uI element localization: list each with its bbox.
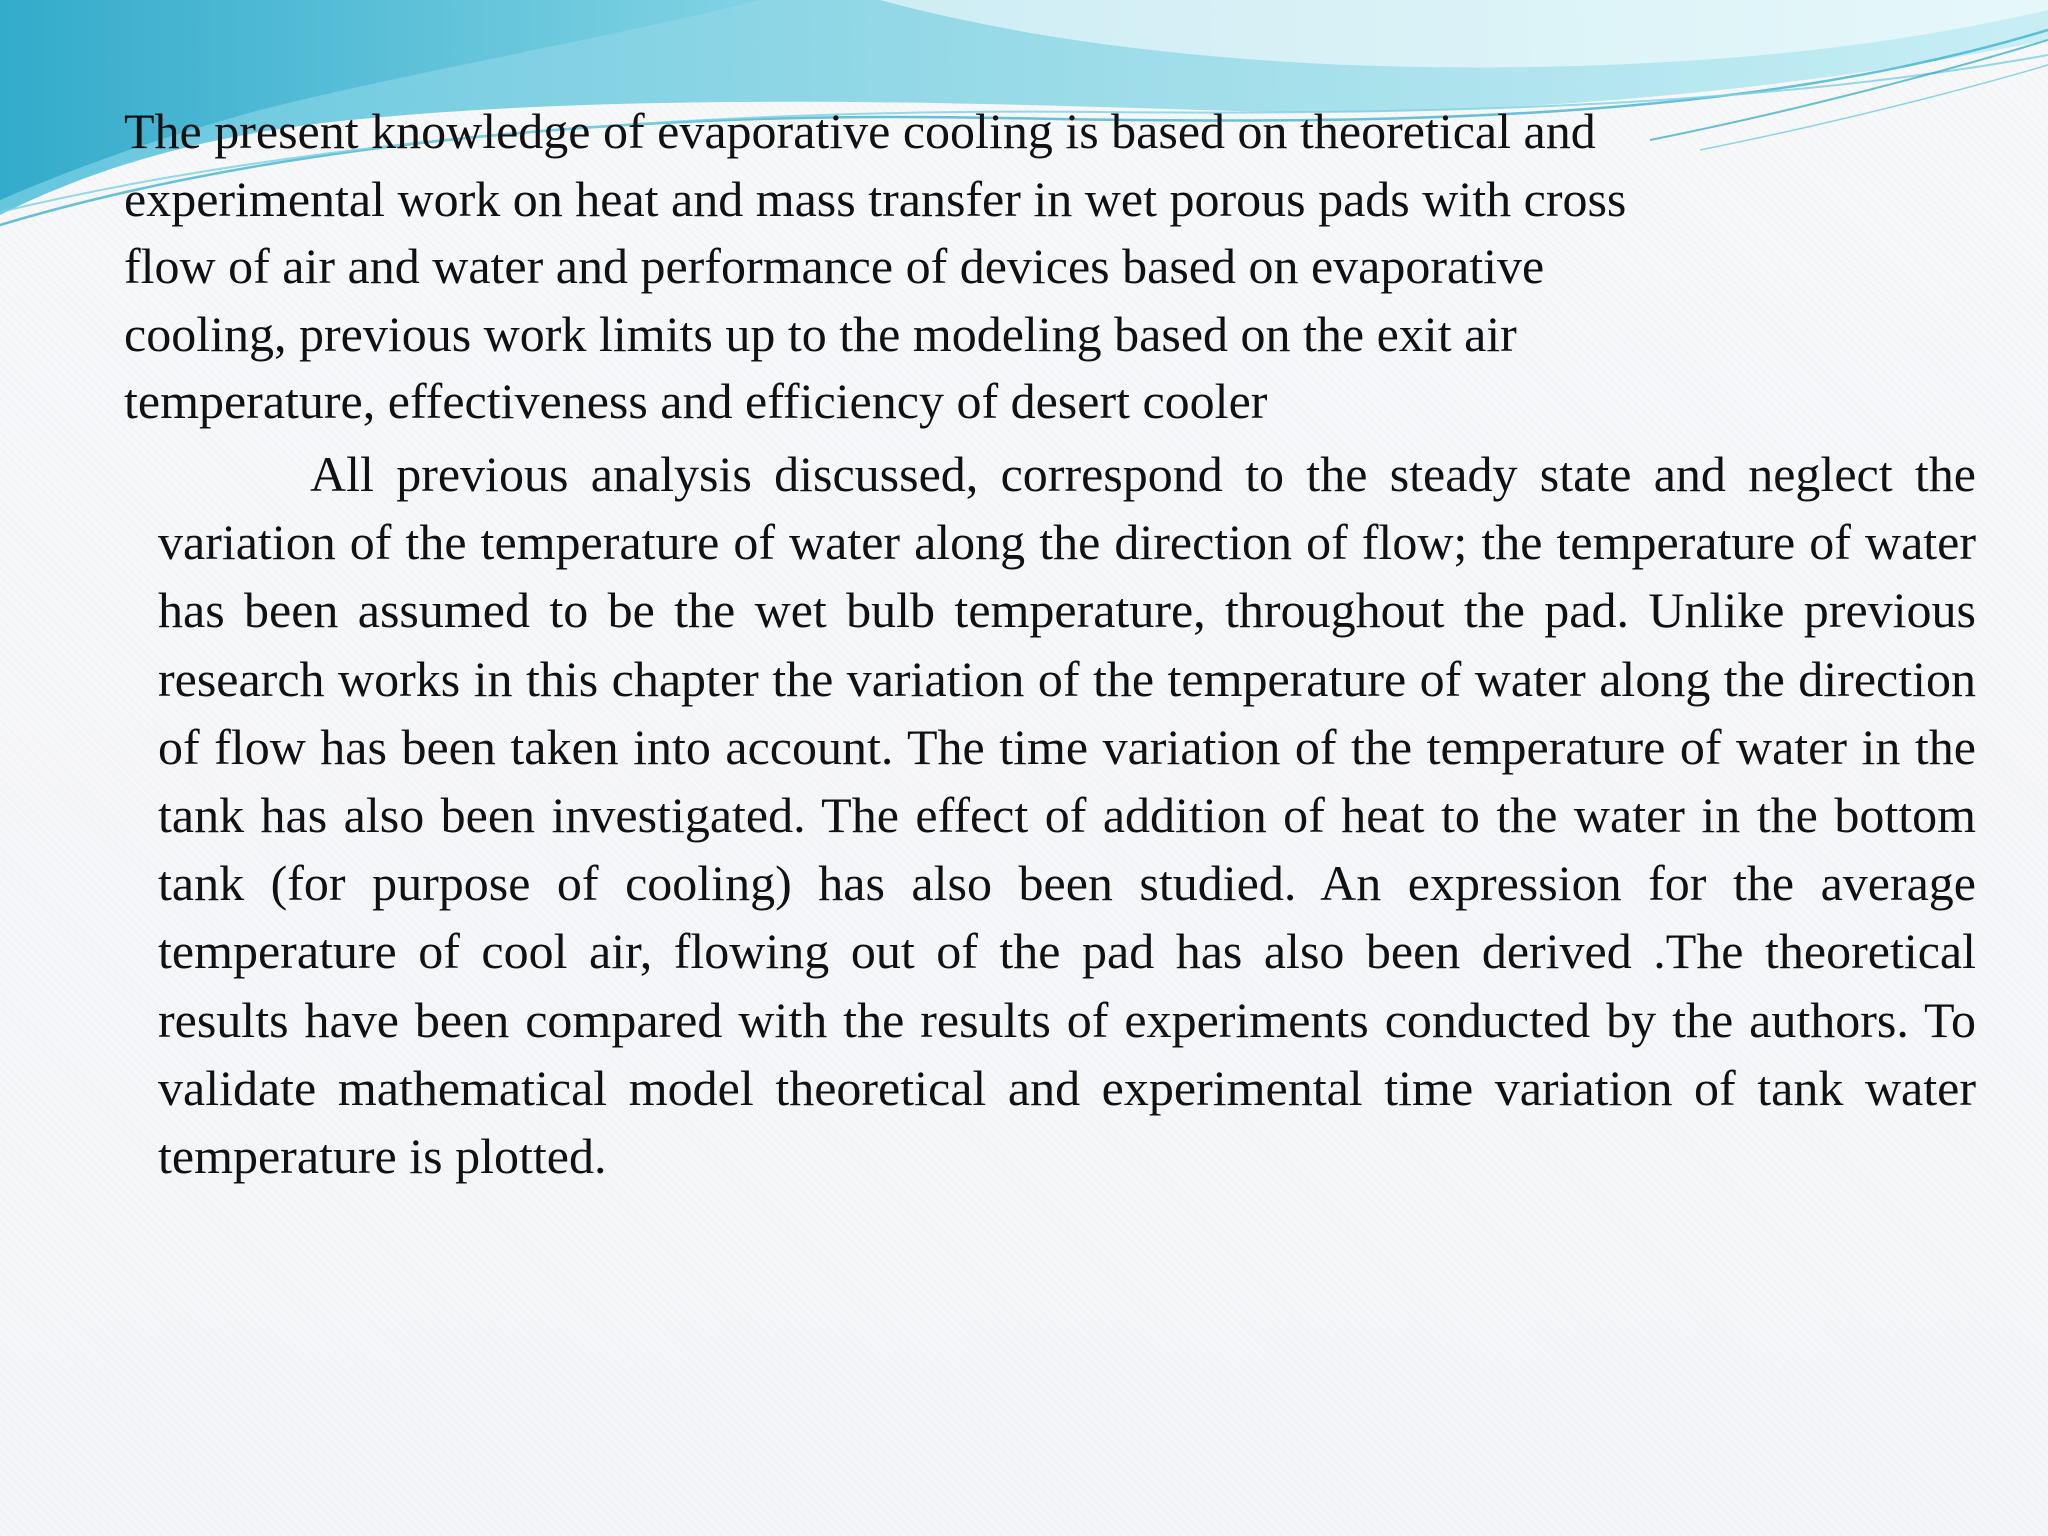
body-paragraph: All previous analysis discussed, correspond to the steady state and neglect the variation of the temperature of water along the direction of flow; the temperature of water has been assumed to be the wet bulb temperature, throughout the pad. Unlike previous research works in this chapter the variation of the temperature of water along the direction of flow has been taken into account. The time variation of the temperature of water in the tank has also been investigated. The effect of addition of heat to the water in the bottom tank (for purpose of cooling) has also been studied. An expression for the average temperature of cool air, flowing out of the pad has also been derived .The theoretical results have been compared with the results of experiments conducted by the authors. To validate mathematical model theoretical and experimental time variation of tank water temperature is plotted. — [158, 446, 1976, 1185]
intro-paragraph: The present knowledge of evaporative cooling is based on theoretical and experimental work on heat and mass transfer in wet porous pads with cross flow of air and water and performance of devices based on evaporative cooling, previous work limits up to the modeling based on the exit air temperature, effectiveness and efficiency of desert cooler — [124, 103, 1627, 429]
